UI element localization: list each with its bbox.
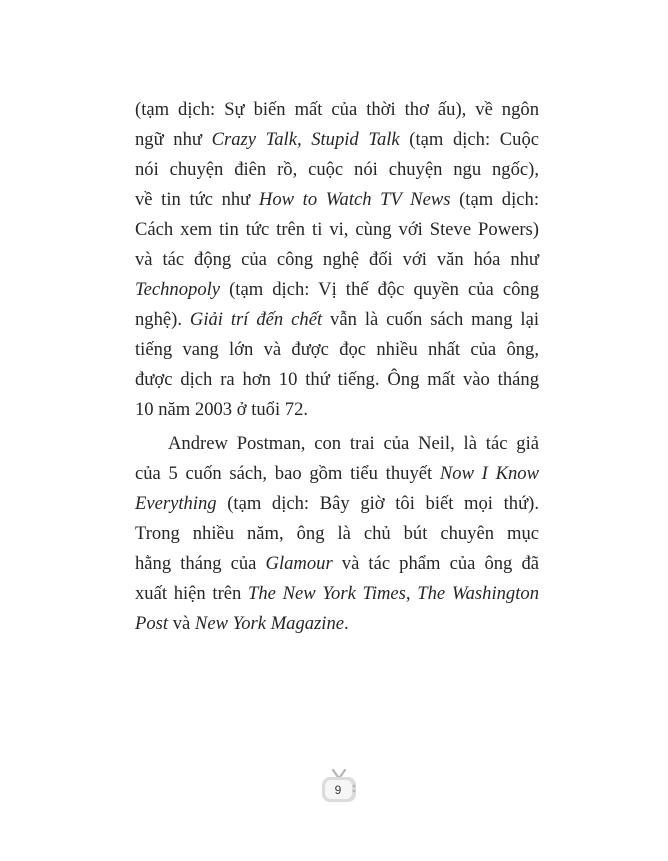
book-title: Technopoly [135, 279, 221, 300]
book-title: Crazy Talk, Stupid Talk [211, 129, 400, 150]
text-line: 10 năm 2003 ở tuổi 72. [135, 399, 309, 420]
page-number-badge [320, 768, 360, 808]
text-run: vẫn là cuốn sách mang lại [322, 309, 539, 330]
text-line [135, 125, 539, 155]
text-run: (tạm dịch: Vị thế độc quyền của công [220, 279, 539, 300]
text-run: và [168, 613, 195, 634]
text-run: về tin tức như [135, 189, 259, 210]
text-line: được dịch ra hơn 10 thứ tiếng. Ông mất vào tháng [135, 369, 539, 390]
page-number: 9 [334, 783, 342, 797]
book-title: How to Watch TV News [258, 189, 451, 210]
text-line [135, 549, 539, 579]
paragraph-andrew-postman [135, 429, 539, 639]
magazine-title: Glamour [265, 553, 333, 574]
text-run: (tạm dịch: Cuộc [399, 129, 539, 150]
publication-title: New York Magazine [194, 613, 345, 634]
text-line: và tác động của công nghệ đối với văn hóa như [135, 249, 539, 270]
text-run: xuất hiện trên [135, 583, 249, 604]
book-title: Giải trí đến chết [189, 309, 323, 330]
text-line [135, 609, 539, 639]
text-line: tiếng vang lớn và được đọc nhiều nhất của ông, [135, 339, 539, 360]
text-run: (tạm dịch: Bây giờ tôi biết mọi thứ). [216, 493, 539, 514]
book-title: Now I Know [439, 463, 539, 484]
text-run: (tạm dịch: [450, 189, 539, 210]
text-line [135, 579, 539, 609]
publication-title: Post [135, 613, 169, 634]
publication-title: The New York Times, The Washington [248, 583, 539, 604]
text-line: Andrew Postman, con trai của Neil, là tác giả [168, 433, 539, 454]
text-run: nghệ). [135, 309, 190, 330]
text-run: của 5 cuốn sách, bao gồm tiểu thuyết [135, 463, 440, 484]
text-run: . [344, 613, 349, 634]
text-run: hằng tháng của [135, 553, 266, 574]
text-line: Cách xem tin tức trên ti vi, cùng với Steve Powers) [135, 219, 539, 240]
text-line: Trong nhiều năm, ông là chủ bút chuyên mục [135, 523, 539, 544]
text-line [135, 275, 539, 305]
text-line: (tạm dịch: Sự biến mất của thời thơ ấu), về ngôn [135, 99, 539, 120]
text-line [135, 305, 539, 335]
text-line [135, 459, 539, 489]
text-line [135, 185, 539, 215]
text-line: nói chuyện điên rồ, cuộc nói chuyện ngu ngốc), [135, 159, 539, 180]
text-run: và tác phẩm của ông đã [332, 553, 539, 574]
text-run: ngữ như [135, 129, 212, 150]
text-line [135, 489, 539, 519]
book-title: Everything [135, 493, 217, 514]
paragraph-author-works [135, 95, 539, 425]
